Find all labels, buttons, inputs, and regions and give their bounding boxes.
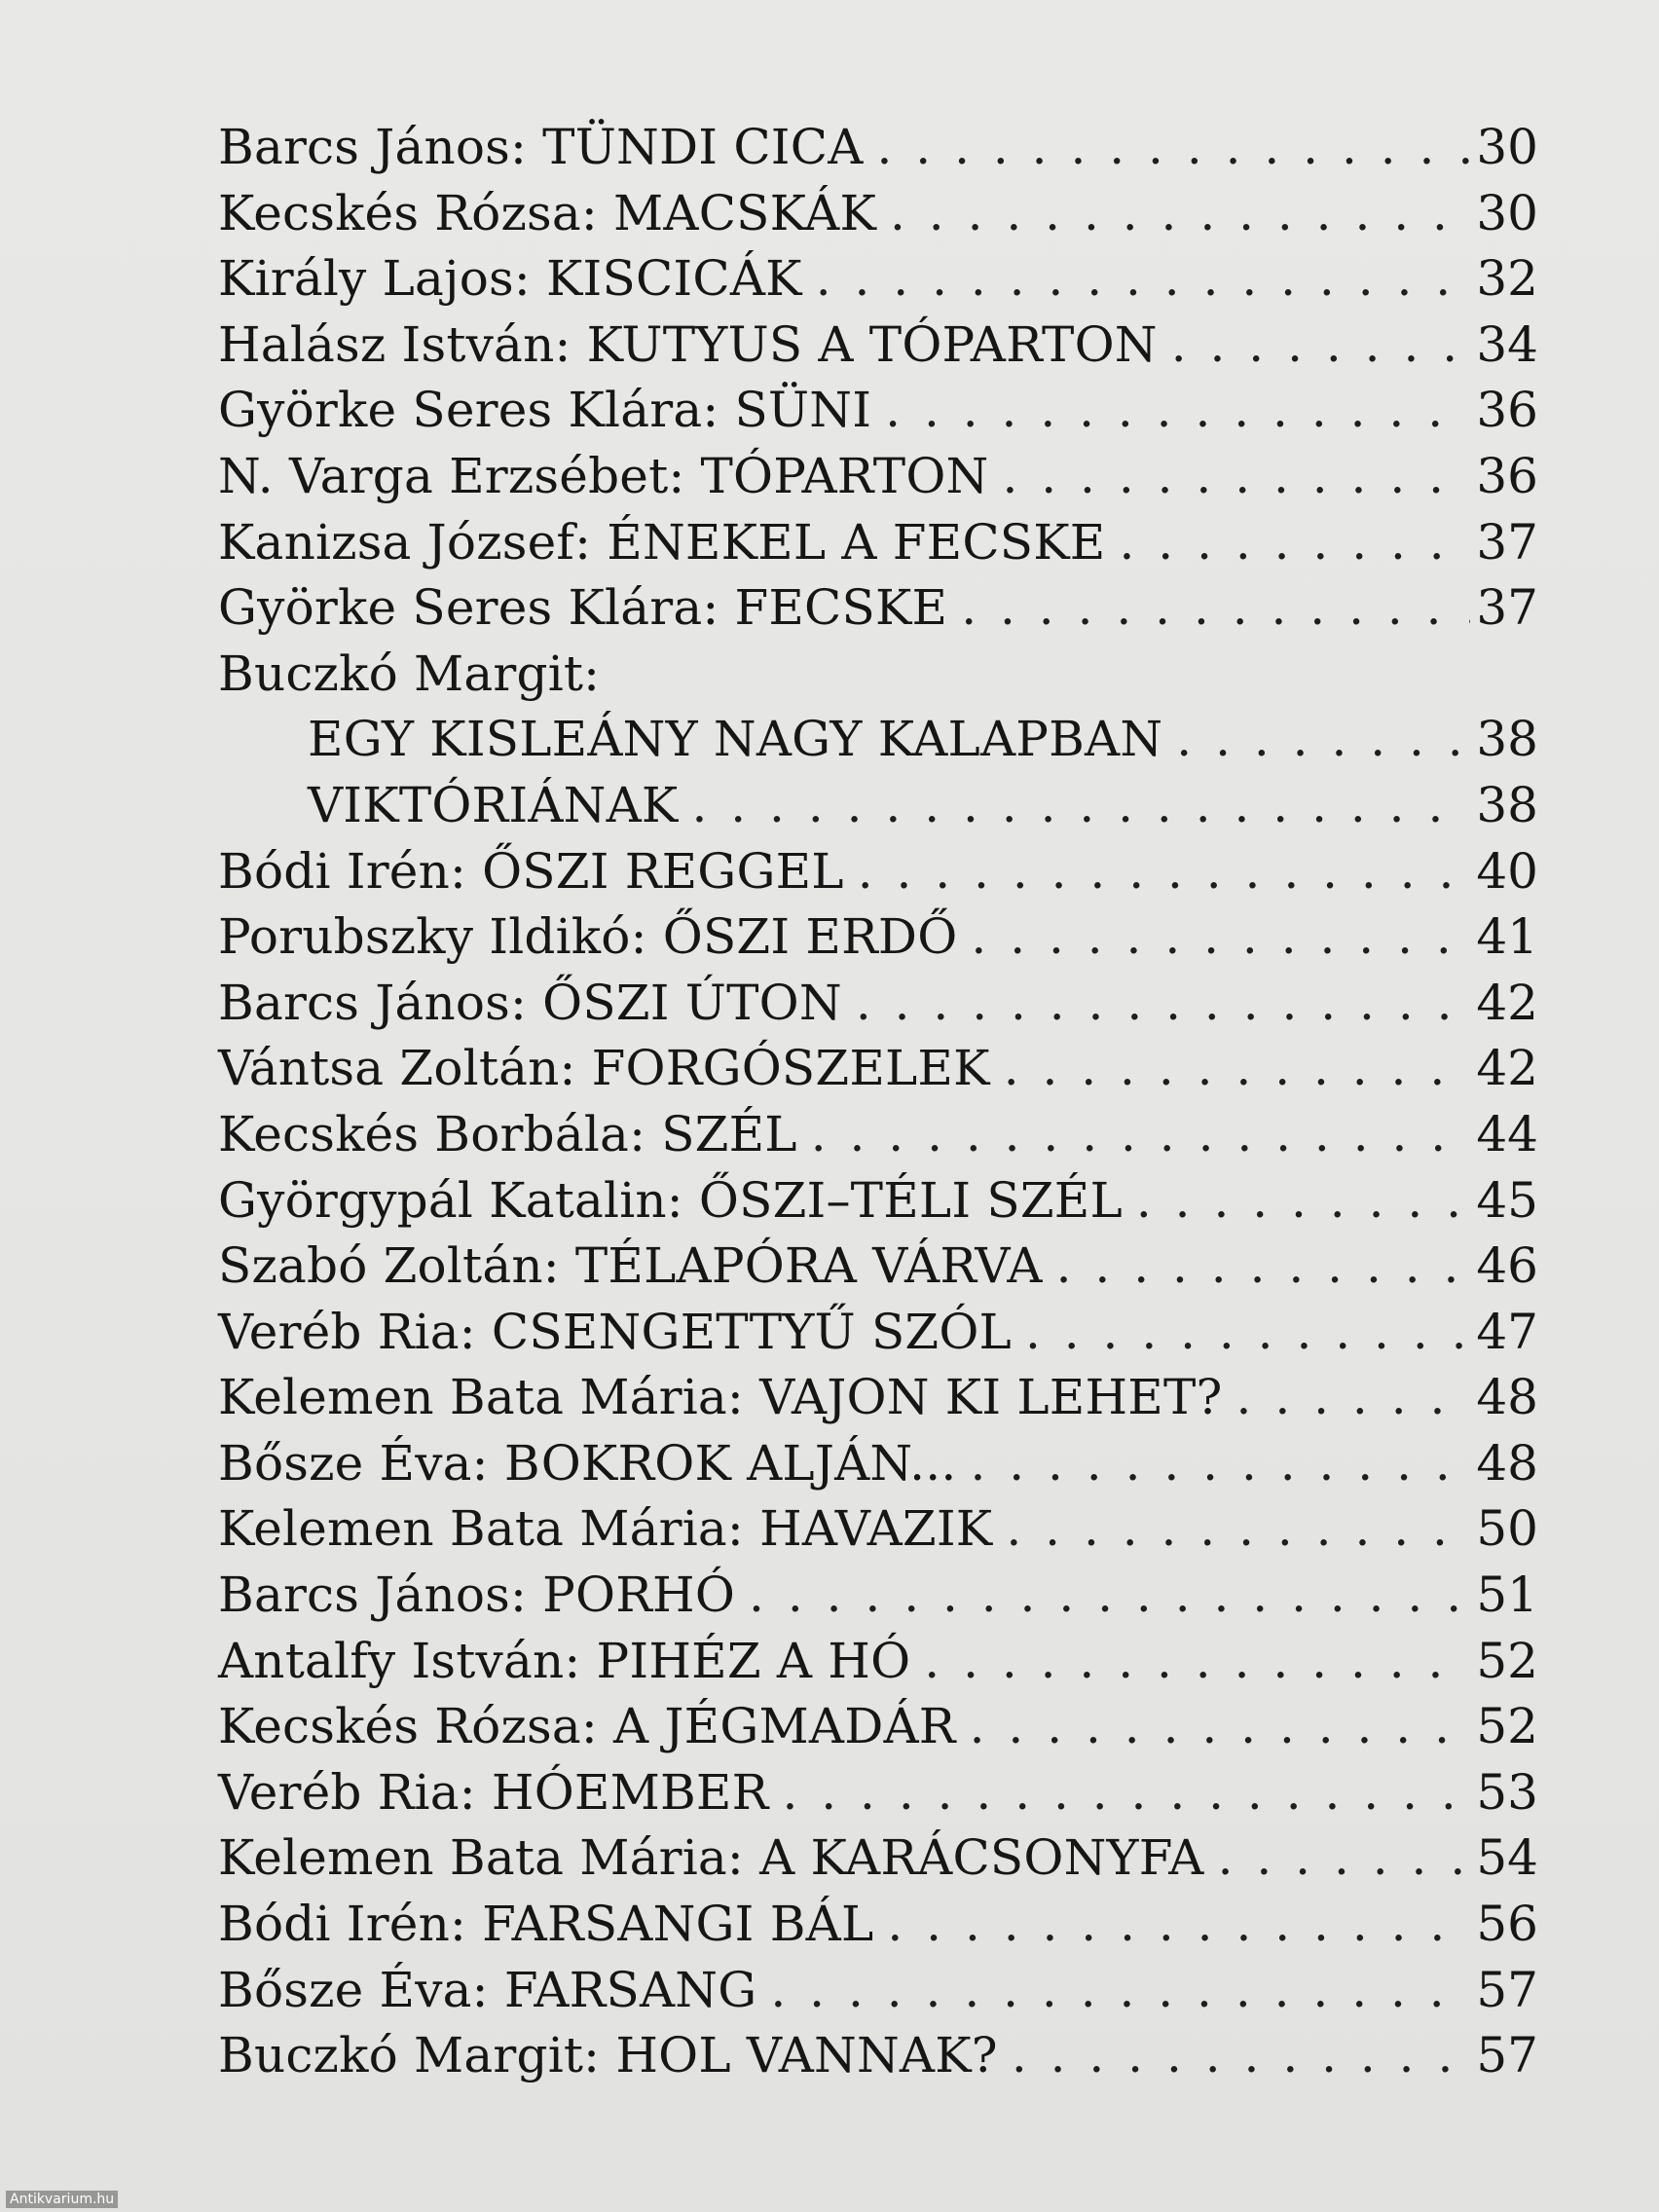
toc-entry-page-number: 30	[1476, 184, 1538, 241]
toc-entry	[218, 1431, 1538, 1497]
toc-entry-title: Barcs János: PORHÓ	[218, 1567, 736, 1624]
toc-entry-page-number: 38	[1476, 711, 1538, 768]
toc-entry	[218, 510, 1538, 576]
toc-entry-page-number: 36	[1476, 382, 1538, 439]
toc-entry-page-number: 52	[1476, 1632, 1538, 1689]
toc-entry-page-number: 47	[1476, 1303, 1538, 1360]
toc-entry	[218, 1563, 1538, 1629]
dot-leader	[816, 246, 1471, 313]
toc-entry-title: Vántsa Zoltán: FORGÓSZELEK	[218, 1040, 990, 1097]
toc-entry-page-number: 53	[1476, 1763, 1538, 1821]
toc-entry	[218, 707, 1538, 773]
table-of-contents	[218, 115, 1538, 2089]
toc-entry	[218, 1892, 1538, 1958]
toc-entry	[218, 839, 1538, 905]
toc-entry	[218, 1036, 1538, 1102]
dot-leader	[858, 839, 1471, 905]
toc-entry-title: Kecskés Borbála: SZÉL	[218, 1105, 797, 1162]
dot-leader	[811, 1102, 1471, 1168]
toc-entry-title: Györgypál Katalin: ŐSZI–TÉLI SZÉL	[218, 1171, 1123, 1229]
toc-entry-page-number: 37	[1476, 579, 1538, 637]
dot-leader	[1004, 1036, 1471, 1102]
toc-entry-page-number: 48	[1476, 1434, 1538, 1492]
dot-leader	[749, 1563, 1470, 1629]
toc-entry	[218, 1825, 1538, 1892]
toc-entry	[218, 904, 1538, 971]
toc-entry-page-number: 30	[1476, 119, 1538, 175]
toc-entry-page-number: 48	[1476, 1369, 1538, 1426]
toc-entry-page-number: 36	[1476, 447, 1538, 504]
toc-entry-title: Bősze Éva: BOKROK ALJÁN...	[218, 1434, 957, 1492]
toc-entry-title: N. Varga Erzsébet: TÓPARTON	[218, 447, 989, 504]
dot-leader	[856, 971, 1471, 1037]
toc-entry	[218, 1300, 1538, 1366]
dot-leader	[691, 773, 1470, 839]
dot-leader	[1176, 707, 1470, 773]
dot-leader	[1236, 1365, 1471, 1431]
toc-entry	[218, 1496, 1538, 1563]
toc-entry-page-number: 56	[1476, 1896, 1538, 1953]
dot-leader	[1006, 1496, 1470, 1563]
dot-leader	[924, 1629, 1470, 1695]
dot-leader	[885, 378, 1470, 444]
toc-entry-page-number: 50	[1476, 1500, 1538, 1558]
watermark: Antikvarium.hu	[6, 2191, 118, 2208]
toc-entry-title: Kecskés Rózsa: A JÉGMADÁR	[218, 1698, 956, 1755]
toc-entry-page-number: 42	[1476, 1040, 1538, 1097]
toc-entry	[218, 246, 1538, 313]
toc-entry-title: VIKTÓRIÁNAK	[308, 776, 679, 833]
toc-entry-title: Halász István: KUTYUS A TÓPARTON	[218, 315, 1158, 373]
toc-entry-page-number: 38	[1476, 776, 1538, 833]
toc-entry-page-number: 57	[1476, 1961, 1538, 2018]
toc-entry-page-number: 45	[1476, 1171, 1538, 1229]
toc-entry-title: Antalfy István: PIHÉZ A HÓ	[218, 1632, 911, 1689]
toc-entry-page-number: 52	[1476, 1698, 1538, 1755]
dot-leader	[1012, 2023, 1471, 2089]
toc-entry-page-number: 54	[1476, 1829, 1538, 1887]
toc-entry-title: Kecskés Rózsa: MACSKÁK	[218, 184, 877, 241]
dot-leader	[1218, 1825, 1471, 1892]
toc-entry-title: Bódi Irén: FARSANGI BÁL	[218, 1896, 874, 1953]
toc-entry	[218, 1168, 1538, 1235]
toc-entry	[218, 1629, 1538, 1695]
dot-leader	[1002, 444, 1470, 510]
dot-leader	[877, 115, 1471, 181]
toc-entry	[218, 1102, 1538, 1168]
toc-entry-title: Veréb Ria: CSENGETTYŰ SZÓL	[218, 1303, 1012, 1360]
dot-leader	[782, 1760, 1470, 1826]
toc-entry-page-number: 42	[1476, 974, 1538, 1031]
toc-entry	[218, 773, 1538, 839]
toc-entry-title: EGY KISLEÁNY NAGY KALAPBAN	[308, 711, 1163, 768]
toc-entry-title: Györke Seres Klára: SÜNI	[218, 382, 872, 439]
toc-entry-title: Király Lajos: KISCICÁK	[218, 250, 802, 308]
toc-entry-title: Györke Seres Klára: FECSKE	[218, 579, 948, 637]
toc-entry-title: Kelemen Bata Mária: HAVAZIK	[218, 1500, 993, 1558]
toc-entry	[218, 2023, 1538, 2089]
toc-entry	[218, 313, 1538, 379]
dot-leader	[970, 1694, 1471, 1760]
dot-leader	[1171, 313, 1471, 379]
toc-entry-page-number: 51	[1476, 1567, 1538, 1624]
dot-leader	[770, 1958, 1470, 2024]
toc-entry-title: Barcs János: ŐSZI ÚTON	[218, 974, 842, 1031]
toc-entry	[218, 1760, 1538, 1826]
toc-entry	[218, 378, 1538, 444]
toc-entry-page-number: 34	[1476, 315, 1538, 373]
toc-entry	[218, 575, 1538, 642]
toc-entry	[218, 1234, 1538, 1300]
dot-leader	[961, 575, 1470, 642]
dot-leader	[1136, 1168, 1471, 1235]
toc-entry-title: Veréb Ria: HÓEMBER	[218, 1763, 769, 1821]
toc-entry-title: Bódi Irén: ŐSZI REGGEL	[218, 842, 844, 900]
toc-entry	[218, 181, 1538, 247]
toc-entry-page-number: 46	[1476, 1237, 1538, 1295]
toc-entry	[218, 971, 1538, 1037]
toc-entry-page-number: 40	[1476, 842, 1538, 900]
toc-entry	[218, 444, 1538, 510]
toc-entry	[218, 1365, 1538, 1431]
toc-entry-page-number: 32	[1476, 250, 1538, 308]
toc-entry	[218, 642, 1538, 708]
dot-leader	[970, 1431, 1470, 1497]
dot-leader	[1120, 510, 1471, 576]
toc-entry-title: Kelemen Bata Mária: A KARÁCSONYFA	[218, 1829, 1204, 1887]
toc-entry-page-number: 37	[1476, 513, 1538, 571]
toc-entry-title: Buczkó Margit:	[218, 645, 601, 702]
toc-entry-title: Porubszky Ildikó: ŐSZI ERDŐ	[218, 908, 958, 966]
toc-entry	[218, 1958, 1538, 2024]
dot-leader	[971, 904, 1470, 971]
toc-entry-title: Bősze Éva: FARSANG	[218, 1961, 757, 2018]
toc-entry	[218, 115, 1538, 181]
dot-leader	[890, 181, 1470, 247]
toc-entry-page-number: 57	[1476, 2027, 1538, 2084]
dot-leader	[1056, 1234, 1471, 1300]
toc-entry-title: Barcs János: TÜNDI CICA	[218, 119, 864, 175]
toc-entry-page-number: 41	[1476, 908, 1538, 966]
toc-entry-title: Kanizsa József: ÉNEKEL A FECSKE	[218, 513, 1106, 571]
toc-entry-title: Kelemen Bata Mária: VAJON KI LEHET?	[218, 1369, 1223, 1426]
dot-leader	[1025, 1300, 1470, 1366]
toc-entry-page-number: 44	[1476, 1105, 1538, 1162]
toc-entry	[218, 1694, 1538, 1760]
toc-entry-title: Buczkó Margit: HOL VANNAK?	[218, 2027, 998, 2084]
dot-leader	[887, 1892, 1470, 1958]
toc-entry-title: Szabó Zoltán: TÉLAPÓRA VÁRVA	[218, 1237, 1043, 1295]
